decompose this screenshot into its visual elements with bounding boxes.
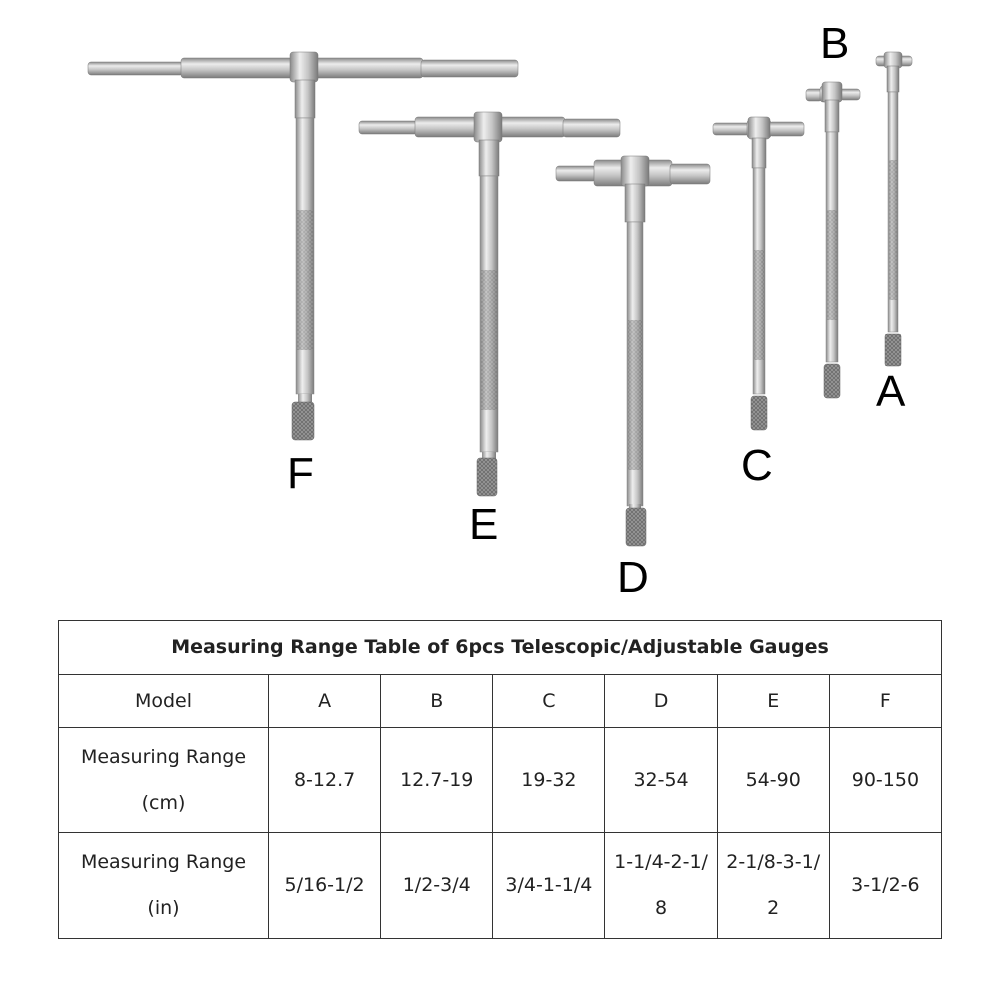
gauge-d	[556, 156, 710, 546]
header-model-label: Model	[59, 674, 269, 728]
header-model-d: D	[605, 674, 717, 728]
measuring-range-table	[58, 620, 942, 939]
in-value-b: 1/2-3/4	[381, 832, 493, 938]
table-header-row	[59, 674, 942, 728]
gauge-label-a: A	[876, 367, 906, 416]
gauge-c	[713, 117, 804, 430]
row-label-in-line2: (in)	[147, 897, 180, 920]
row-label-cm-line1: Measuring Range	[80, 745, 247, 768]
row-label-in	[59, 832, 269, 938]
in-value-a: 5/16-1/2	[269, 832, 381, 938]
gauge-f	[88, 52, 518, 440]
in-value-e: 2-1/8-3-1/2	[717, 832, 829, 938]
cm-value-c: 19-32	[493, 728, 605, 833]
cm-value-d: 32-54	[605, 728, 717, 833]
gauge-b	[806, 82, 860, 398]
in-value-c: 3/4-1-1/4	[493, 832, 605, 938]
gauge-label-c: C	[741, 441, 773, 490]
in-value-d: 1-1/4-2-1/8	[605, 832, 717, 938]
cm-value-e: 54-90	[717, 728, 829, 833]
row-label-cm-line2: (cm)	[141, 791, 186, 814]
header-model-b: B	[381, 674, 493, 728]
row-label-cm	[59, 728, 269, 833]
gauge-label-f: F	[287, 449, 314, 498]
header-model-c: C	[493, 674, 605, 728]
cm-value-a: 8-12.7	[269, 728, 381, 833]
in-value-f: 3-1/2-6	[829, 832, 941, 938]
table-row-cm	[59, 728, 942, 833]
header-model-e: E	[717, 674, 829, 728]
cm-value-b: 12.7-19	[381, 728, 493, 833]
header-model-f: F	[829, 674, 941, 728]
row-label-in-line1: Measuring Range	[80, 851, 247, 874]
table-title: Measuring Range Table of 6pcs Telescopic/Adjustable Gauges	[59, 621, 942, 675]
header-model-a: A	[269, 674, 381, 728]
gauge-a	[876, 52, 912, 366]
table-row-in	[59, 832, 942, 938]
gauge-label-d: D	[617, 553, 649, 602]
gauge-label-b: B	[820, 19, 850, 68]
gauge-label-e: E	[469, 500, 499, 549]
cm-value-f: 90-150	[829, 728, 941, 833]
